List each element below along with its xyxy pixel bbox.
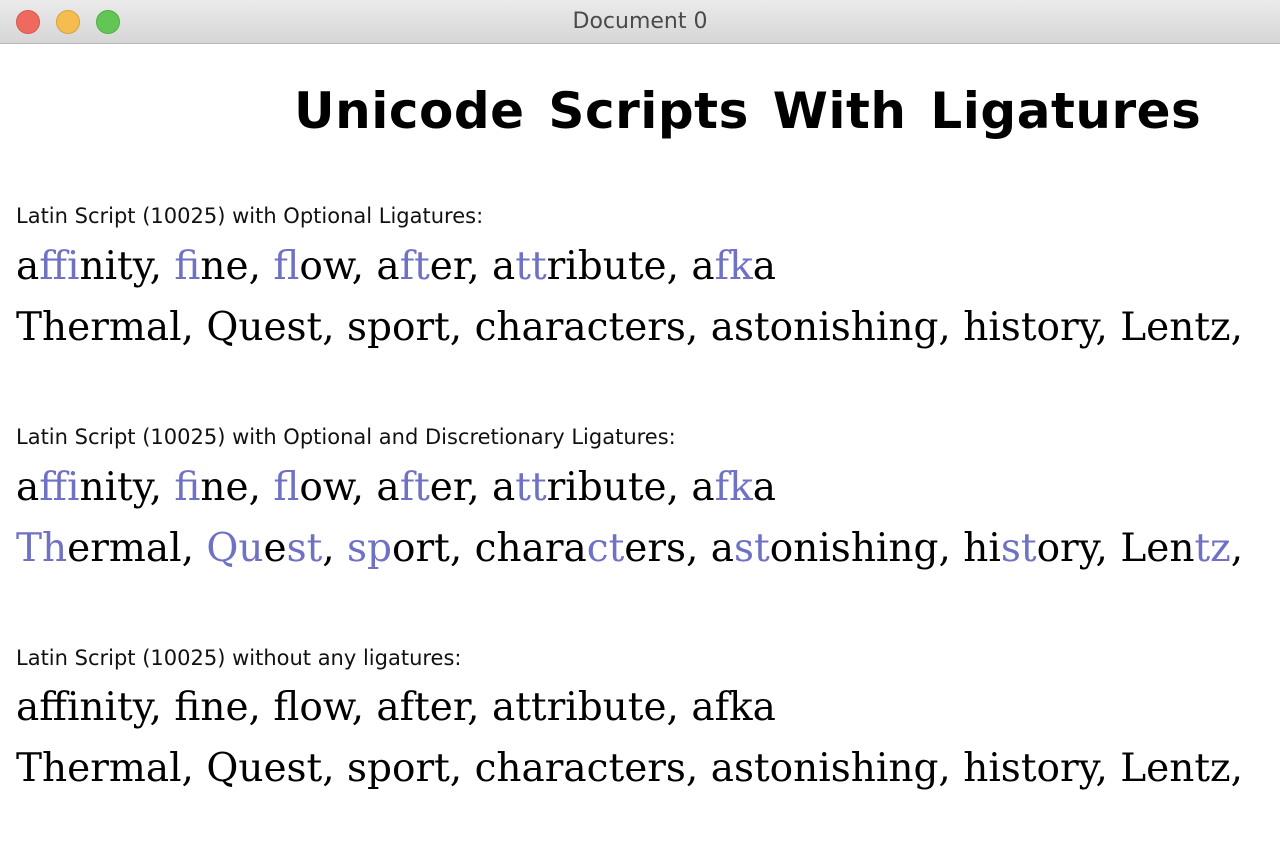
sample-line xyxy=(16,685,776,730)
document-content xyxy=(0,44,1280,844)
ligature-glyph: fi xyxy=(174,244,201,289)
ligature-glyph: ft xyxy=(399,465,430,510)
ligature-glyph: tt xyxy=(515,244,547,289)
ligature-glyph: fl xyxy=(273,465,300,510)
ligature-glyph: ffi xyxy=(39,465,80,510)
sample-line xyxy=(16,746,1243,791)
text-run: ort, chara xyxy=(392,526,587,571)
ligature-glyph: st xyxy=(286,526,323,571)
title-bar[interactable] xyxy=(0,0,1280,44)
ligature-glyph: Qu xyxy=(206,526,264,571)
text-run: e xyxy=(263,526,287,571)
text-run: ory, Len xyxy=(1036,526,1195,571)
text-run: Thermal, Quest, sport, characters, astonishing, history, Lentz, xyxy=(16,746,1243,791)
text-run: a xyxy=(752,465,776,510)
ligature-glyph: st xyxy=(1000,526,1037,571)
text-run: ow, a xyxy=(299,465,400,510)
sample-line xyxy=(16,526,1243,571)
sample-line xyxy=(16,465,776,510)
text-run: er, a xyxy=(429,465,516,510)
window-title: Document 0 xyxy=(572,9,708,34)
ligature-glyph: fk xyxy=(714,465,753,510)
ligature-glyph: tz xyxy=(1194,526,1231,571)
section-label-optional: Latin Script (10025) with Optional Ligatures: xyxy=(16,204,484,228)
text-run: Thermal, Quest, sport, characters, astonishing, history, Lentz, xyxy=(16,305,1243,350)
text-run: ribute, a xyxy=(546,465,715,510)
text-run: a xyxy=(752,244,776,289)
document-heading: Unicode Scripts With Ligatures xyxy=(294,82,1202,140)
ligature-glyph: fi xyxy=(174,465,201,510)
ligature-glyph: tt xyxy=(515,465,547,510)
text-run: ow, a xyxy=(299,244,400,289)
ligature-glyph: Th xyxy=(16,526,68,571)
text-run: ers, a xyxy=(624,526,735,571)
sample-line xyxy=(16,244,776,289)
ligature-glyph: ct xyxy=(586,526,625,571)
text-run: ne, xyxy=(200,465,274,510)
ligature-glyph: sp xyxy=(347,526,393,571)
text-run: ribute, a xyxy=(546,244,715,289)
ligature-glyph: ft xyxy=(399,244,430,289)
ligature-glyph: fl xyxy=(273,244,300,289)
ligature-glyph: st xyxy=(734,526,770,571)
text-run: affinity, fine, flow, after, attribute, afka xyxy=(16,685,776,730)
text-run: ne, xyxy=(200,244,274,289)
text-run: ermal, xyxy=(67,526,207,571)
text-run: a xyxy=(16,244,40,289)
text-run: onishing, hi xyxy=(769,526,1001,571)
text-run: , xyxy=(1230,526,1244,571)
section-label-discretionary: Latin Script (10025) with Optional and Discretionary Ligatures: xyxy=(16,425,676,449)
text-run: a xyxy=(16,465,40,510)
sample-line xyxy=(16,305,1243,350)
text-run: , xyxy=(322,526,348,571)
text-run: nity, xyxy=(79,465,175,510)
ligature-glyph: ffi xyxy=(39,244,80,289)
text-run: nity, xyxy=(79,244,175,289)
ligature-glyph: fk xyxy=(714,244,753,289)
text-run: er, a xyxy=(429,244,516,289)
section-label-no-ligatures: Latin Script (10025) without any ligatures: xyxy=(16,646,462,670)
